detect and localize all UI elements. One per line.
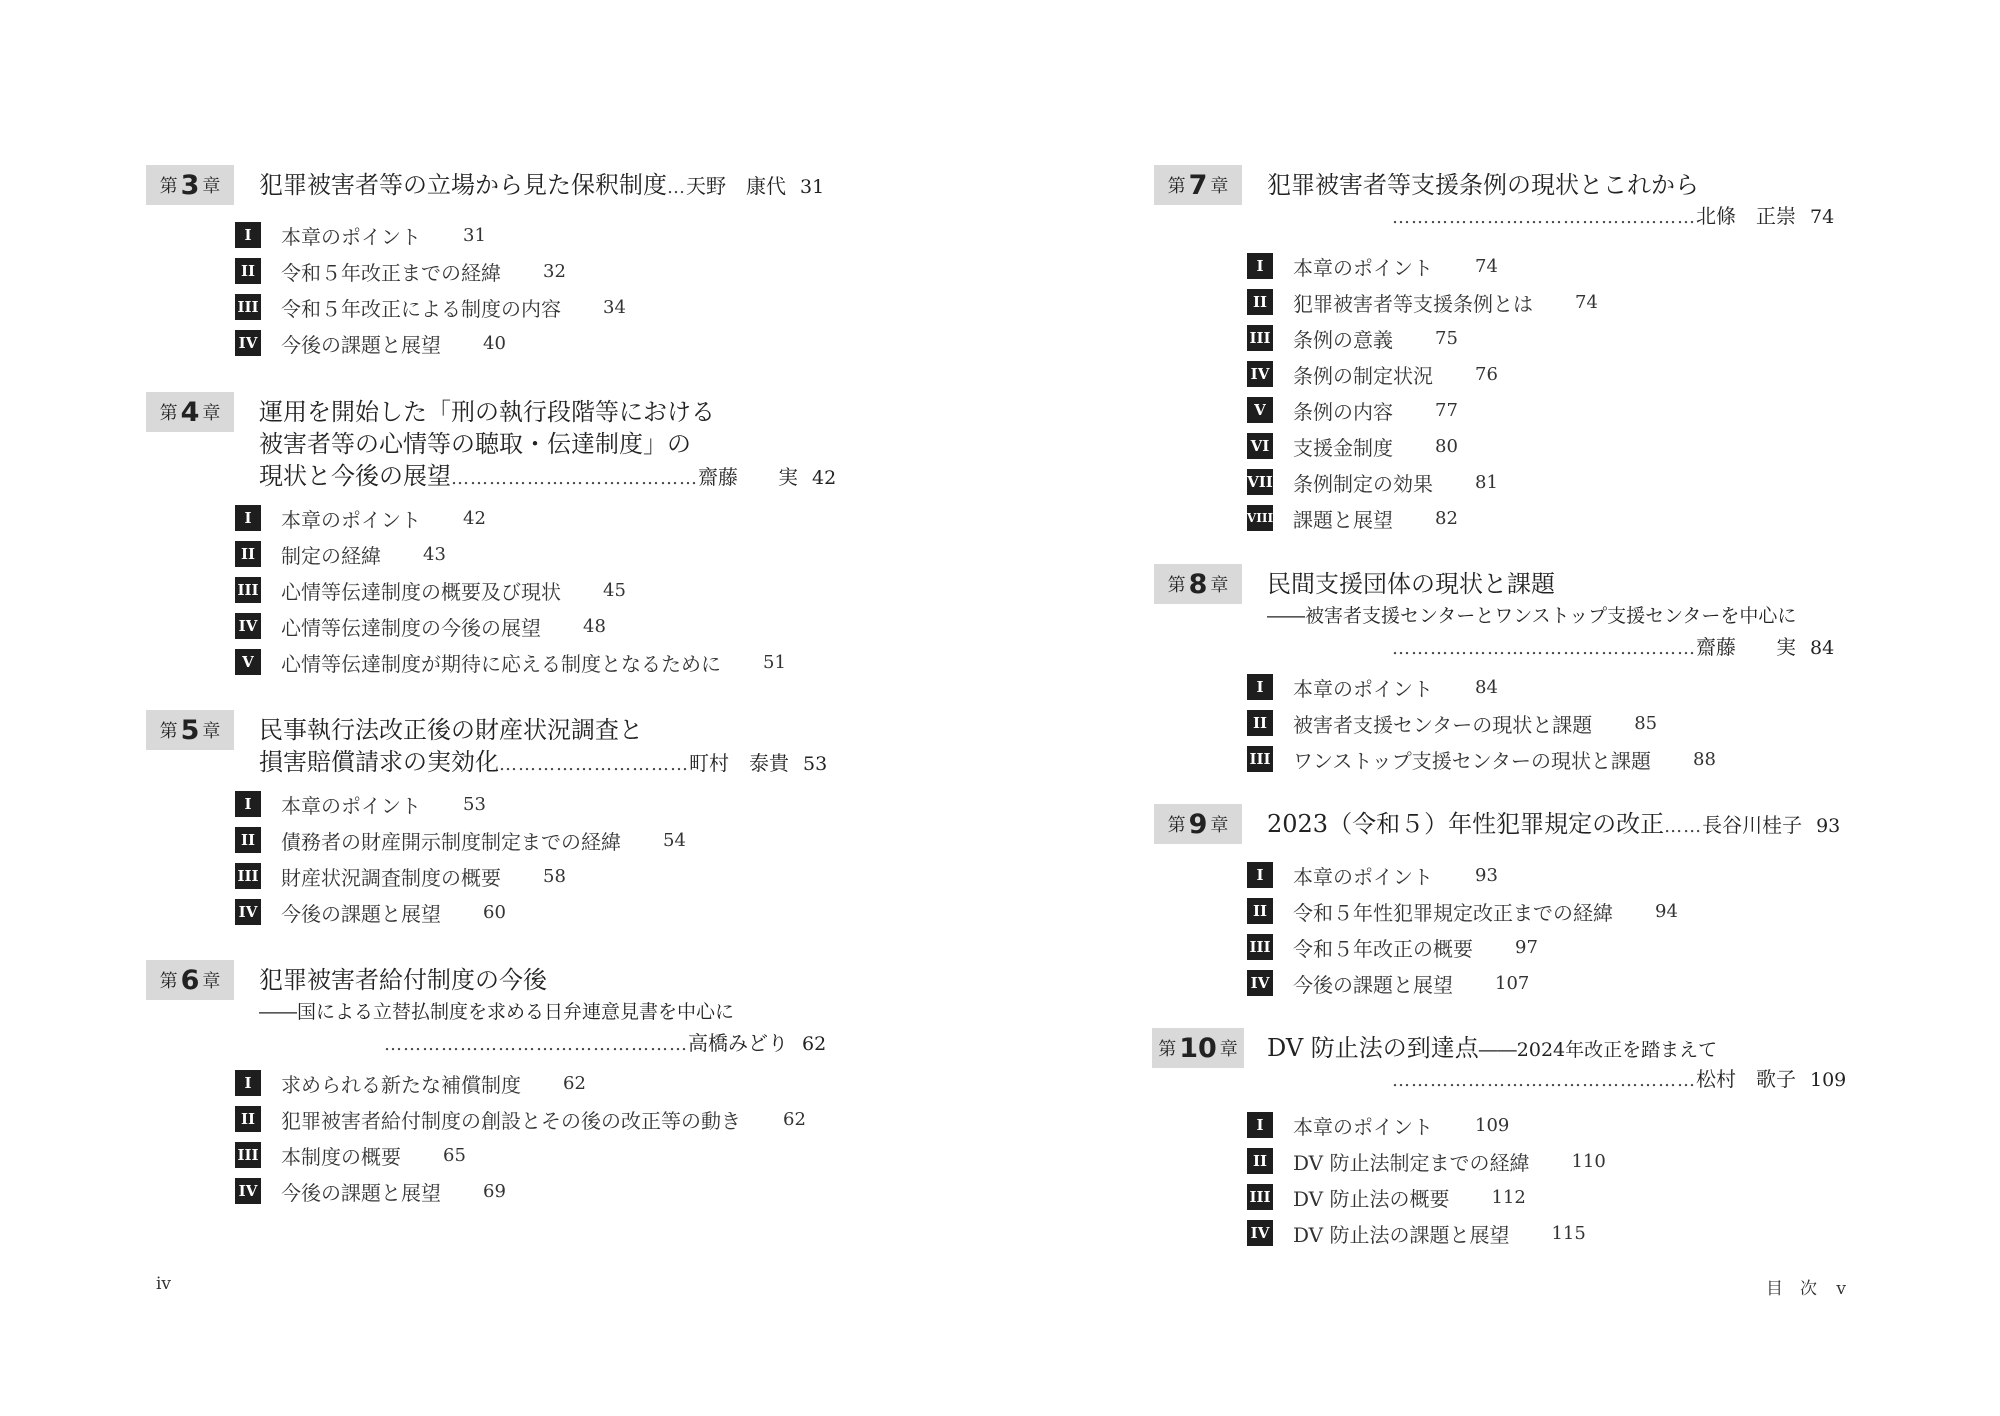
chapter-author-line[interactable] (1392, 630, 1834, 665)
section-item[interactable] (1247, 897, 1678, 925)
chapter-label-prefix: 第 (1167, 575, 1186, 596)
section-title: 心情等伝達制度の概要及び現状 (281, 579, 561, 604)
section-page: 42 (463, 507, 486, 529)
chapter-page: 31 (800, 176, 825, 198)
section-title: 今後の課題と展望 (281, 1180, 441, 1205)
section-page: 53 (463, 793, 486, 815)
chapter-number: 5 (180, 714, 200, 746)
chapter-title[interactable] (1267, 808, 1840, 843)
section-title: 令和５年改正による制度の内容 (281, 296, 561, 321)
section-item[interactable] (1247, 861, 1498, 889)
section-number: III (1247, 1184, 1273, 1210)
section-page: 82 (1435, 507, 1458, 529)
section-item[interactable] (235, 862, 566, 890)
section-title: 債務者の財産開示制度制定までの経緯 (281, 829, 621, 854)
chapter-badge (1154, 804, 1242, 844)
section-item[interactable] (235, 504, 486, 532)
section-page: 34 (603, 296, 626, 318)
section-item[interactable] (235, 1177, 506, 1205)
section-title: 条例の制定状況 (1293, 363, 1433, 388)
section-item[interactable] (1247, 288, 1598, 316)
chapter-title[interactable] (259, 169, 824, 204)
section-item[interactable] (1247, 745, 1716, 773)
leader-dots: ………………………………………… (1392, 207, 1696, 228)
section-number: III (235, 577, 261, 603)
chapter-page: 74 (1810, 206, 1835, 228)
chapter-title-line: 現状と今後の展望 (259, 462, 451, 490)
section-page: 110 (1571, 1150, 1606, 1172)
section-item[interactable] (235, 1105, 806, 1133)
section-item[interactable] (235, 1141, 466, 1169)
chapter-label-prefix: 第 (159, 721, 178, 742)
section-number: III (1247, 934, 1273, 960)
page-folio (1766, 1274, 1846, 1299)
section-title: 本章のポイント (1293, 676, 1433, 701)
section-title: 被害者支援センターの現状と課題 (1293, 712, 1593, 737)
section-number: I (235, 222, 261, 248)
section-page: 74 (1475, 255, 1498, 277)
section-item[interactable] (1247, 432, 1458, 460)
section-page: 69 (483, 1180, 506, 1202)
section-page: 48 (583, 615, 606, 637)
section-item[interactable] (235, 790, 486, 818)
section-page: 112 (1491, 1186, 1526, 1208)
section-number: II (1247, 289, 1273, 315)
section-item[interactable] (235, 540, 446, 568)
chapter-title-line-2[interactable]: 被害者等の心情等の聴取・伝達制度」の (259, 430, 691, 458)
chapter-number: 7 (1188, 169, 1208, 201)
section-item[interactable] (1247, 1219, 1586, 1247)
section-number: III (1247, 325, 1273, 351)
chapter-badge (1154, 564, 1242, 604)
section-number: VII (1247, 469, 1273, 495)
section-item[interactable] (1247, 709, 1657, 737)
chapter-label-suffix: 章 (202, 971, 221, 992)
section-item[interactable] (1247, 969, 1529, 997)
section-title: DV 防止法の課題と展望 (1293, 1222, 1510, 1247)
chapter-author-line[interactable] (1392, 199, 1834, 234)
chapter-title-line-1[interactable]: 犯罪被害者等支援条例の現状とこれから (1267, 171, 1699, 199)
folio-title: 目 次 (1766, 1279, 1817, 1299)
section-page: 32 (543, 260, 566, 282)
chapter-title-line-3[interactable] (259, 460, 836, 495)
section-number: II (235, 827, 261, 853)
leader-dots: ………………………………………… (1392, 1070, 1696, 1091)
section-title: 本章のポイント (1293, 255, 1433, 280)
section-item[interactable] (235, 576, 626, 604)
section-page: 40 (483, 332, 506, 354)
chapter-author: 齋藤 実 (698, 465, 798, 489)
section-title: 本章のポイント (281, 224, 421, 249)
section-title: 今後の課題と展望 (281, 901, 441, 926)
section-number: II (235, 258, 261, 284)
chapter-label-prefix: 第 (1167, 815, 1186, 836)
chapter-number: 9 (1188, 808, 1208, 840)
chapter-title-line-1[interactable]: 民事執行法改正後の財産状況調査と (259, 716, 643, 744)
chapter-title-tail: ――2024年改正を踏まえて (1478, 1039, 1718, 1061)
section-title: 条例の意義 (1293, 327, 1393, 352)
section-page: 84 (1475, 676, 1498, 698)
section-title: 令和５年性犯罪規定改正までの経緯 (1293, 900, 1613, 925)
section-page: 77 (1435, 399, 1458, 421)
section-number: III (1247, 746, 1273, 772)
section-title: 令和５年改正の概要 (1293, 936, 1473, 961)
section-number: IV (1247, 361, 1273, 387)
section-title: 本章のポイント (281, 507, 421, 532)
section-number: I (1247, 862, 1273, 888)
section-item[interactable] (235, 826, 686, 854)
section-item[interactable] (1247, 360, 1498, 388)
section-item[interactable] (1247, 252, 1498, 280)
section-page: 109 (1475, 1114, 1510, 1136)
chapter-label-suffix: 章 (202, 403, 221, 424)
chapter-title-line: 犯罪被害者等の立場から見た保釈制度 (259, 171, 667, 199)
chapter-label-prefix: 第 (159, 176, 178, 197)
chapter-subtitle: ――被害者支援センターとワンストップ支援センターを中心に (1267, 605, 1797, 627)
section-item[interactable] (235, 612, 606, 640)
section-number: IV (1247, 970, 1273, 996)
section-number: III (235, 863, 261, 889)
section-number: VIII (1247, 505, 1273, 531)
section-page: 62 (563, 1072, 586, 1094)
section-item[interactable] (235, 648, 786, 676)
chapter-label-suffix: 章 (202, 176, 221, 197)
section-number: II (235, 1106, 261, 1132)
chapter-number: 3 (180, 169, 200, 201)
chapter-number: 10 (1179, 1032, 1217, 1064)
section-number: I (1247, 1112, 1273, 1138)
section-title: 制定の経緯 (281, 543, 381, 568)
chapter-label-suffix: 章 (1210, 176, 1229, 197)
section-item[interactable] (1247, 504, 1458, 532)
chapter-badge (146, 392, 234, 432)
section-number: IV (235, 899, 261, 925)
section-page: 97 (1515, 936, 1538, 958)
section-title: 条例の内容 (1293, 399, 1393, 424)
chapter-page: 109 (1810, 1069, 1847, 1091)
section-title: 心情等伝達制度の今後の展望 (281, 615, 541, 640)
section-title: 本制度の概要 (281, 1144, 401, 1169)
section-number: I (1247, 674, 1273, 700)
section-item[interactable] (1247, 1147, 1606, 1175)
chapter-page: 84 (1810, 637, 1835, 659)
section-item[interactable] (235, 329, 506, 357)
folio-number: v (1836, 1279, 1847, 1299)
chapter-page: 62 (802, 1033, 827, 1055)
section-title: 犯罪被害者給付制度の創設とその後の改正等の動き (281, 1108, 741, 1133)
section-title: 犯罪被害者等支援条例とは (1293, 291, 1533, 316)
chapter-number: 6 (180, 964, 200, 996)
section-title: 本章のポイント (281, 793, 421, 818)
chapter-badge (146, 710, 234, 750)
section-number: II (1247, 898, 1273, 924)
section-item[interactable] (235, 1069, 586, 1097)
section-number: I (235, 791, 261, 817)
section-page: 88 (1693, 748, 1716, 770)
section-title: 課題と展望 (1293, 507, 1393, 532)
section-number: IV (235, 1178, 261, 1204)
chapter-author: 長谷川桂子 (1702, 813, 1803, 837)
section-title: 令和５年改正までの経緯 (281, 260, 501, 285)
section-page: 65 (443, 1144, 466, 1166)
leader-dots: ………………………… (499, 754, 689, 775)
chapter-label-prefix: 第 (159, 971, 178, 992)
chapter-label-suffix: 章 (1219, 1039, 1238, 1060)
section-number: V (235, 649, 261, 675)
section-page: 54 (663, 829, 686, 851)
section-number: II (235, 541, 261, 567)
section-title: DV 防止法の概要 (1293, 1186, 1450, 1211)
section-title: ワンストップ支援センターの現状と課題 (1293, 748, 1651, 773)
section-number: II (1247, 710, 1273, 736)
section-page: 93 (1475, 864, 1498, 886)
section-item[interactable] (235, 221, 486, 249)
chapter-title[interactable] (1267, 1032, 1717, 1066)
section-number: IV (1247, 1220, 1273, 1246)
section-page: 31 (463, 224, 486, 246)
section-item[interactable] (1247, 468, 1498, 496)
section-title: DV 防止法制定までの経緯 (1293, 1150, 1530, 1175)
section-item[interactable] (235, 257, 566, 285)
chapter-label-suffix: 章 (1210, 815, 1229, 836)
section-title: 求められる新たな補償制度 (281, 1072, 521, 1097)
section-page: 94 (1655, 900, 1678, 922)
chapter-author-line[interactable] (384, 1026, 826, 1061)
section-item[interactable] (1247, 673, 1498, 701)
chapter-title-line-2[interactable] (259, 746, 827, 781)
leader-dots: … (667, 177, 686, 198)
section-item[interactable] (235, 293, 626, 321)
chapter-label-prefix: 第 (159, 403, 178, 424)
section-title: 財産状況調査制度の概要 (281, 865, 501, 890)
chapter-page: 93 (1816, 815, 1841, 837)
chapter-subtitle: ――国による立替払制度を求める日弁連意見書を中心に (259, 1001, 735, 1023)
chapter-number: 8 (1188, 568, 1208, 600)
chapter-label-prefix: 第 (1158, 1039, 1177, 1060)
right-page (1000, 0, 2000, 1416)
section-title: 本章のポイント (1293, 864, 1433, 889)
section-item[interactable] (1247, 933, 1538, 961)
chapter-title-line: DV 防止法の到達点 (1267, 1034, 1479, 1062)
section-page: 45 (603, 579, 626, 601)
section-number: I (1247, 253, 1273, 279)
chapter-title-line-1[interactable]: 民間支援団体の現状と課題 (1267, 570, 1555, 598)
section-page: 58 (543, 865, 566, 887)
chapter-author: 天野 康代 (686, 174, 786, 198)
chapter-number: 4 (180, 396, 200, 428)
section-number: III (235, 1142, 261, 1168)
section-number: V (1247, 397, 1273, 423)
section-number: I (235, 505, 261, 531)
chapter-author: 北條 正崇 (1696, 204, 1796, 228)
chapter-label-prefix: 第 (1167, 176, 1186, 197)
leader-dots: ………………………………………… (384, 1034, 688, 1055)
chapter-label-suffix: 章 (1210, 575, 1229, 596)
chapter-page: 42 (812, 467, 837, 489)
chapter-title-line: 損害賠償請求の実効化 (259, 748, 499, 776)
section-title: 心情等伝達制度が期待に応える制度となるために (281, 651, 721, 676)
chapter-badge (146, 960, 234, 1000)
chapter-badge (1152, 1028, 1244, 1068)
section-item[interactable] (1247, 1111, 1509, 1139)
section-item[interactable] (235, 898, 506, 926)
section-number: VI (1247, 433, 1273, 459)
chapter-author: 松村 歌子 (1696, 1067, 1796, 1091)
chapter-title-line-1[interactable]: 運用を開始した「刑の執行段階等における (259, 398, 715, 426)
section-page: 115 (1551, 1222, 1586, 1244)
chapter-badge (1154, 165, 1242, 205)
chapter-page: 53 (803, 753, 828, 775)
section-page: 74 (1575, 291, 1598, 313)
page-folio: iv (156, 1274, 172, 1294)
section-page: 62 (783, 1108, 806, 1130)
section-item[interactable] (1247, 1183, 1526, 1211)
chapter-author-line[interactable] (1392, 1062, 1846, 1097)
chapter-title-line: 2023（令和５）年性犯罪規定の改正 (1267, 810, 1665, 838)
section-page: 60 (483, 901, 506, 923)
leader-dots: ………………………………………… (1392, 638, 1696, 659)
leader-dots: …… (1664, 816, 1703, 837)
leader-dots: ………………………………… (451, 468, 698, 489)
chapter-title-line-1[interactable]: 犯罪被害者給付制度の今後 (259, 966, 547, 994)
section-page: 107 (1495, 972, 1530, 994)
chapter-author: 齋藤 実 (1696, 635, 1796, 659)
section-page: 43 (423, 543, 446, 565)
section-page: 76 (1475, 363, 1498, 385)
section-title: 支援金制度 (1293, 435, 1393, 460)
section-number: IV (235, 330, 261, 356)
section-number: IV (235, 613, 261, 639)
section-number: III (235, 294, 261, 320)
section-number: I (235, 1070, 261, 1096)
section-title: 今後の課題と展望 (281, 332, 441, 357)
chapter-author: 高橋みどり (688, 1031, 788, 1055)
section-title: 条例制定の効果 (1293, 471, 1433, 496)
section-page: 81 (1475, 471, 1498, 493)
chapter-label-suffix: 章 (202, 721, 221, 742)
section-page: 85 (1634, 712, 1658, 734)
section-item[interactable] (1247, 324, 1458, 352)
section-title: 本章のポイント (1293, 1114, 1433, 1139)
section-page: 75 (1435, 327, 1458, 349)
chapter-author: 町村 泰貴 (689, 751, 789, 775)
section-page: 51 (763, 651, 786, 673)
section-title: 今後の課題と展望 (1293, 972, 1453, 997)
section-number: II (1247, 1148, 1273, 1174)
section-item[interactable] (1247, 396, 1458, 424)
chapter-badge (146, 165, 234, 205)
section-page: 80 (1435, 435, 1458, 457)
